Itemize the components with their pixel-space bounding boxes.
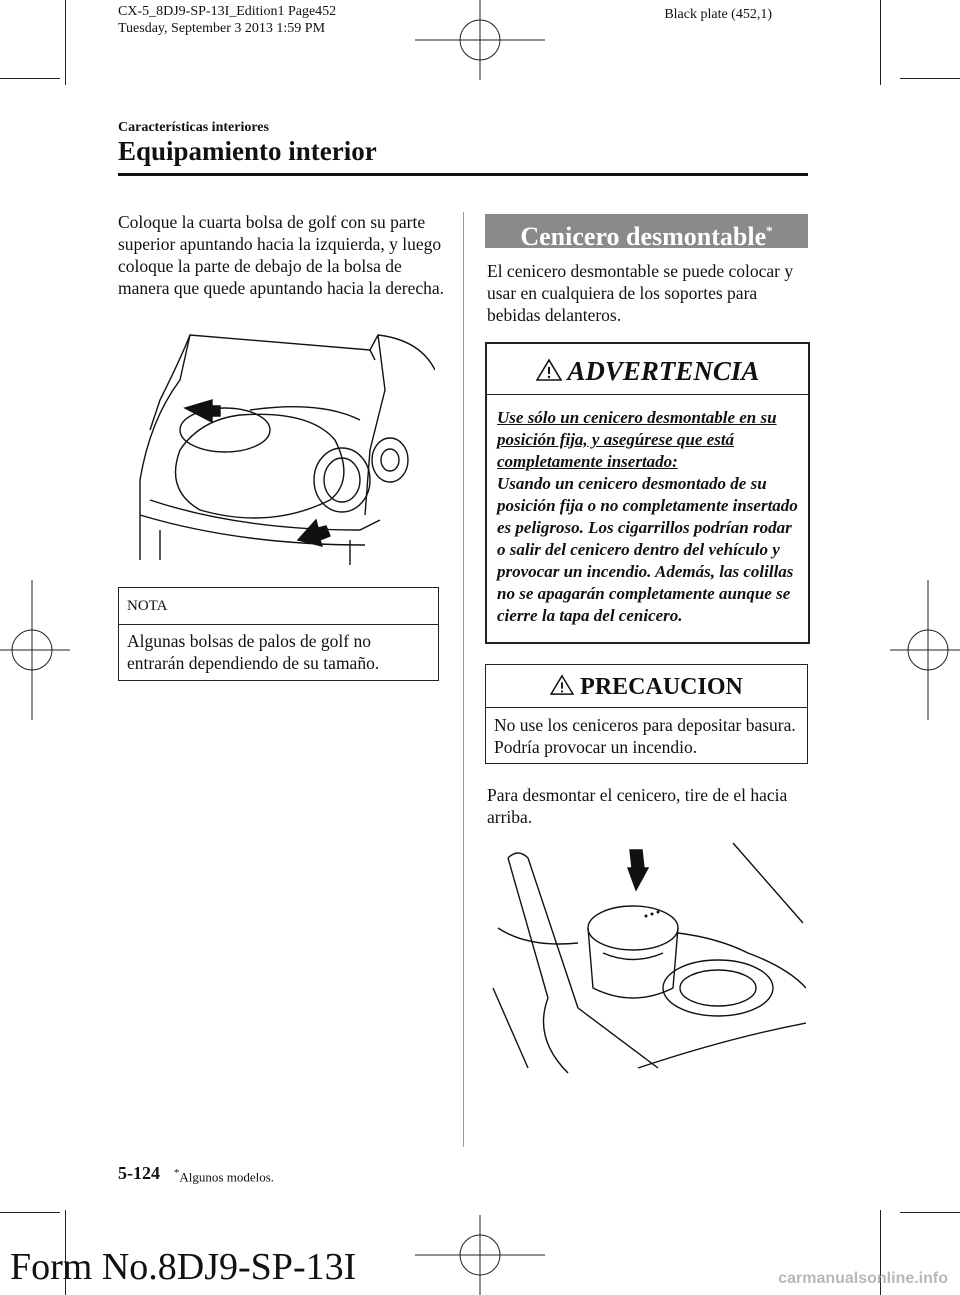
title-rule	[118, 173, 808, 176]
footnote	[174, 1167, 274, 1185]
golf-bag-instructions: Coloque la cuarta bolsa de golf con su parte superior apuntando hacia la izquierda, y luego coloque la parte de debajo de la bolsa de manera que quede apuntando hacia la derecha.	[118, 212, 445, 298]
note-box	[118, 587, 439, 681]
warning-emphasis: Use sólo un cenicero desmontable en su posición fija, y asegúrese que está completamente insertado:	[497, 408, 777, 471]
date-line: Tuesday, September 3 2013 1:59 PM	[118, 21, 326, 36]
warning-body	[487, 395, 808, 627]
watermark: carmanualsonline.info	[778, 1270, 948, 1287]
removal-instructions: Para desmontar el cenicero, tire de el hacia arriba.	[487, 785, 788, 827]
note-text: Algunas bolsas de palos de golf no entrarán dependiendo de su tamaño.	[127, 631, 380, 673]
note-title: NOTA	[119, 588, 438, 625]
caution-header	[486, 665, 807, 708]
caution-title: PRECAUCION	[580, 674, 743, 700]
footnote-text: Algunos modelos.	[179, 1169, 275, 1185]
warning-text: Usando un cenicero desmontado de su posición fija o no completamente insertado es peligroso. Los cigarrillos podrían rodar o salir del cenicero dentro del vehículo y provocar un incendio. Además, las colillas no se apagarán completamente aunque se cierre la tapa del cenicero.	[497, 474, 798, 625]
page-number: 5-124	[118, 1163, 160, 1183]
crop-mark	[900, 78, 960, 79]
caution-box	[485, 664, 808, 764]
warning-box	[485, 342, 810, 644]
warning-title: ADVERTENCIA	[567, 356, 760, 386]
crop-mark	[880, 0, 881, 85]
registration-mark	[415, 0, 545, 80]
file-line: CX-5_8DJ9-SP-13I_Edition1 Page452	[118, 4, 337, 19]
print-metadata	[118, 3, 336, 37]
optional-equipment-mark: *	[766, 223, 773, 238]
crop-mark	[0, 78, 60, 79]
column-separator	[463, 212, 464, 1147]
ashtray-intro: El cenicero desmontable se puede colocar y usar en cualquiera de los soportes para bebidas delanteros.	[487, 261, 794, 325]
cargo-area-illustration	[120, 330, 435, 570]
section-label: Características interiores	[118, 120, 269, 135]
registration-mark	[890, 580, 960, 720]
caution-triangle-icon	[550, 674, 574, 696]
plate-label: Black plate (452,1)	[664, 7, 772, 22]
form-number: Form No.8DJ9-SP-13I	[10, 1246, 357, 1288]
footnote-mark: *	[174, 1167, 180, 1179]
crop-mark	[0, 1212, 60, 1213]
section-banner-title: Cenicero desmontable	[520, 222, 767, 251]
warning-triangle-icon	[536, 358, 562, 382]
caution-text: No use los ceniceros para depositar basura. Podría provocar un incendio.	[494, 715, 796, 757]
section-banner	[485, 214, 808, 251]
crop-mark	[900, 1212, 960, 1213]
warning-header	[487, 344, 808, 395]
registration-mark	[415, 1215, 545, 1295]
registration-mark	[0, 580, 70, 720]
page-title: Equipamiento interior	[118, 136, 377, 166]
ashtray-removal-illustration	[488, 838, 806, 1078]
crop-mark	[65, 0, 66, 85]
